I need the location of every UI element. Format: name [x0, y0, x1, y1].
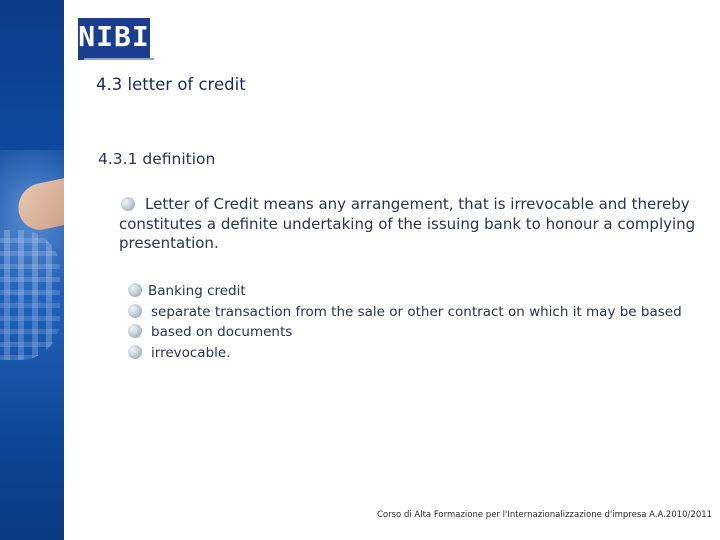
footer-text: Corso di Alta Formazione per l'Internazionalizzazione d'impresa A.A.2010/2011 — [377, 510, 713, 520]
logo-underline — [84, 58, 154, 60]
list-item — [128, 281, 713, 302]
bullet-icon — [128, 324, 142, 338]
list-item-text: based on documents — [151, 324, 293, 340]
sidebar-glow — [0, 300, 64, 440]
list-item — [128, 343, 713, 364]
logo-text: NIBI — [78, 20, 150, 53]
bullet-icon — [128, 283, 142, 297]
decorative-sidebar-image — [0, 0, 64, 540]
bullet-icon — [128, 345, 142, 359]
list-item-text: separate transaction from the sale or other contract on which it may be based — [151, 303, 682, 320]
list-item — [128, 302, 713, 323]
bullet-icon — [121, 197, 135, 211]
feature-list — [128, 281, 713, 363]
nibi-logo — [78, 18, 150, 60]
definition-paragraph — [119, 195, 709, 254]
list-item-text: irrevocable. — [151, 344, 231, 361]
list-item-text: Banking credit — [148, 283, 246, 299]
list-item — [128, 322, 713, 343]
section-subtitle: 4.3.1 definition — [98, 150, 216, 168]
definition-text: Letter of Credit means any arrangement, that is irrevocable and thereby constitutes a definite undertaking of the issuing bank to honour a complying presentation. — [119, 195, 696, 252]
bullet-icon — [128, 304, 142, 318]
slide-title: 4.3 letter of credit — [96, 75, 246, 94]
